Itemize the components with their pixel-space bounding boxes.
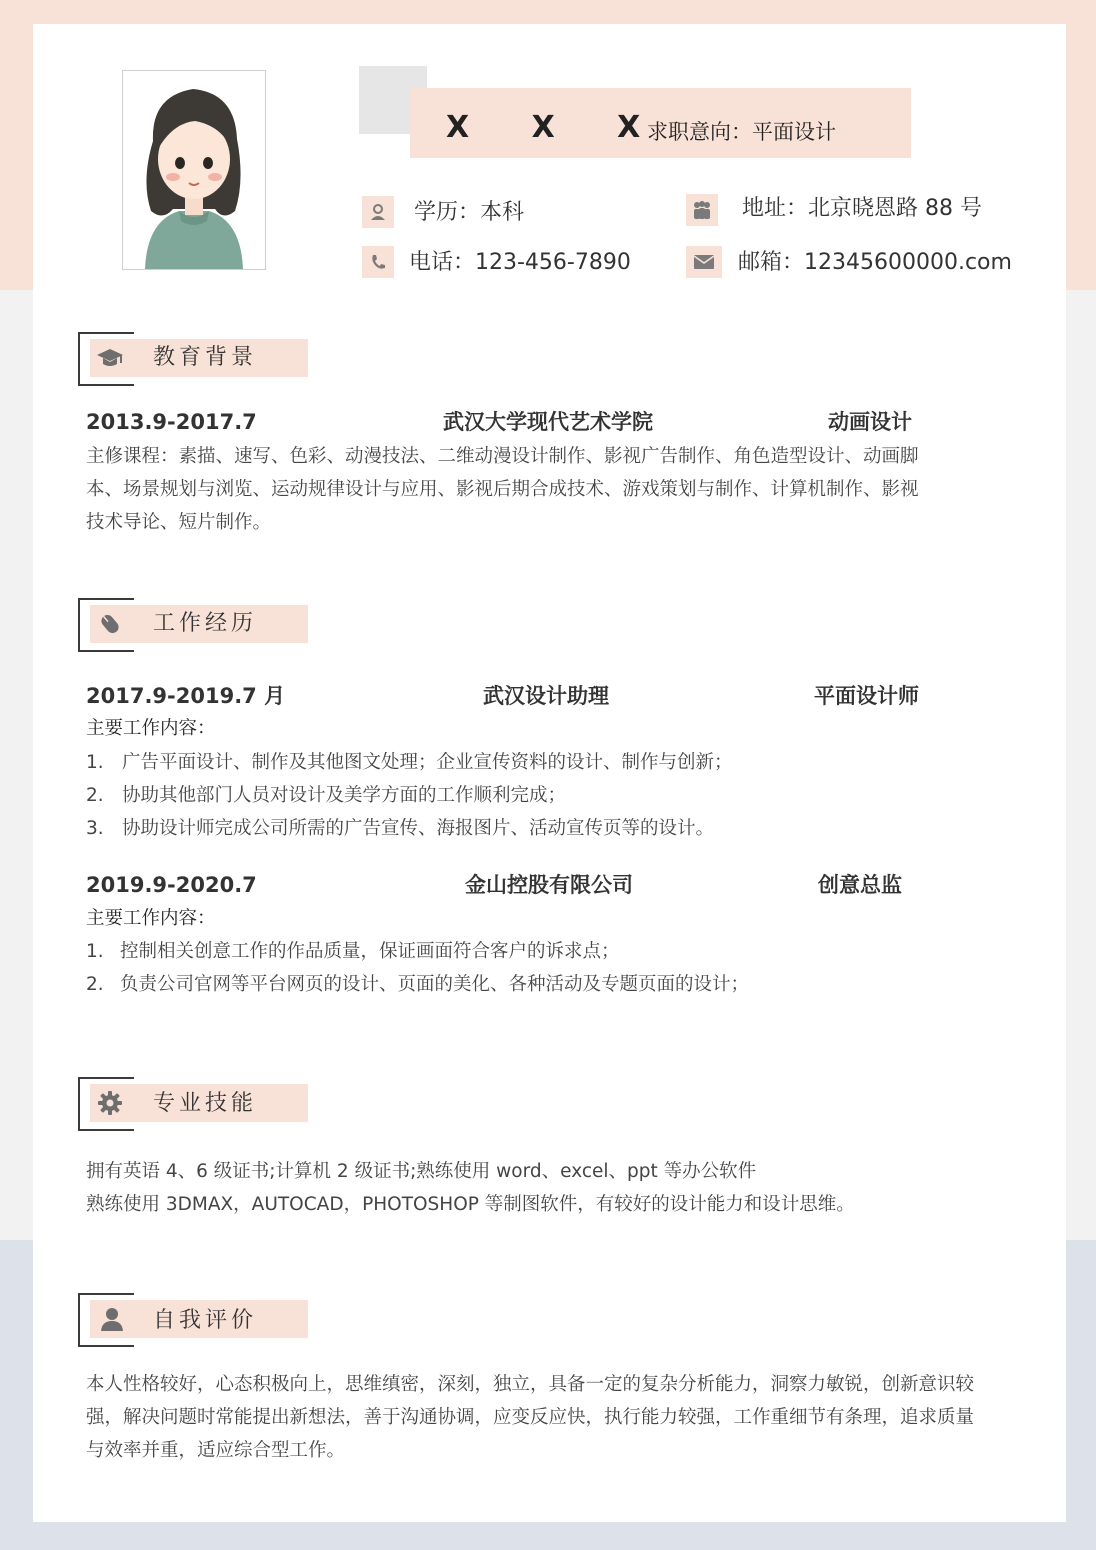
job-duties-label: 主要工作内容： <box>86 718 216 739</box>
gear-icon <box>94 1087 126 1119</box>
profile-photo <box>122 70 266 270</box>
job-period: 2019.9-2020.7 <box>86 873 257 897</box>
person-icon <box>96 1303 128 1335</box>
work-section-title: 工作经历 <box>153 611 258 636</box>
self-evaluation-line: 与效率并重，适应综合型工作。 <box>86 1440 346 1461</box>
email-address: 邮箱：12345600000.com <box>738 250 1012 275</box>
education-courses <box>86 440 919 539</box>
list-item: 1. 广告平面设计、制作及其他图文处理；企业宣传资料的设计、制作与创新； <box>86 752 733 773</box>
mouse-icon <box>94 608 126 640</box>
self-section-title: 自我评价 <box>153 1308 258 1333</box>
education-courses-line: 主修课程：素描、速写、色彩、动漫技法、二维动漫设计制作、影视广告制作、角色造型设计、动画脚 <box>86 446 919 467</box>
phone-number: 电话：123-456-7890 <box>409 250 631 275</box>
list-item: 3. 协助设计师完成公司所需的广告宣传、海报图片、活动宣传页等的设计。 <box>86 818 715 839</box>
job-duties-label: 主要工作内容： <box>86 908 216 929</box>
job-role: 平面设计师 <box>814 684 919 708</box>
education-courses-line: 本、场景规划与浏览、运动规律设计与应用、影视后期合成技术、游戏策划与制作、计算机制作、影视 <box>86 479 919 500</box>
education-major: 动画设计 <box>828 410 912 434</box>
self-evaluation-line: 强，解决问题时常能提出新想法，善于沟通协调，应变反应快，执行能力较强，工作重细节有条理，追求质量 <box>86 1407 975 1428</box>
job-period: 2017.9-2019.7 月 <box>86 684 286 708</box>
education-period: 2013.9-2017.7 <box>86 410 257 434</box>
education-section-title: 教育背景 <box>153 345 258 370</box>
skills-section-title: 专业技能 <box>153 1091 258 1116</box>
list-item: 2. 负责公司官网等平台网页的设计、页面的美化、各种活动及专题页面的设计； <box>86 974 750 995</box>
list-item: 2. 协助其他部门人员对设计及美学方面的工作顺利完成； <box>86 785 567 806</box>
avatar-illustration <box>123 71 265 269</box>
graduation-cap-icon <box>94 342 126 374</box>
skills-text <box>86 1155 855 1221</box>
education-courses-line: 技术导论、短片制作。 <box>86 512 272 533</box>
education-school: 武汉大学现代艺术学院 <box>443 410 653 434</box>
people-icon <box>686 194 718 226</box>
skills-line: 熟练使用 3DMAX，AUTOCAD，PHOTOSHOP 等制图软件，有较好的设计能力和设计思维。 <box>86 1194 855 1215</box>
job-company: 武汉设计助理 <box>483 684 609 708</box>
envelope-icon <box>686 246 722 278</box>
job-intent: 求职意向：平面设计 <box>647 120 836 144</box>
self-evaluation-text <box>86 1368 974 1467</box>
user-icon <box>362 196 394 228</box>
self-evaluation-line: 本人性格较好，心态积极向上，思维缜密，深刻，独立，具备一定的复杂分析能力，洞察力敏锐，创新意识较 <box>86 1374 975 1395</box>
skills-line: 拥有英语 4、6 级证书;计算机 2 级证书;熟练使用 word、excel、ppt 等办公软件 <box>86 1161 757 1182</box>
job-company: 金山控股有限公司 <box>465 873 633 897</box>
phone-icon <box>362 246 394 278</box>
education-level: 学历：本科 <box>414 200 525 225</box>
address: 地址：北京晓恩路 88 号 <box>742 196 982 221</box>
list-item: 1. 控制相关创意工作的作品质量，保证画面符合客户的诉求点； <box>86 941 620 962</box>
candidate-name: X X X <box>446 110 667 145</box>
job-role: 创意总监 <box>818 873 902 897</box>
